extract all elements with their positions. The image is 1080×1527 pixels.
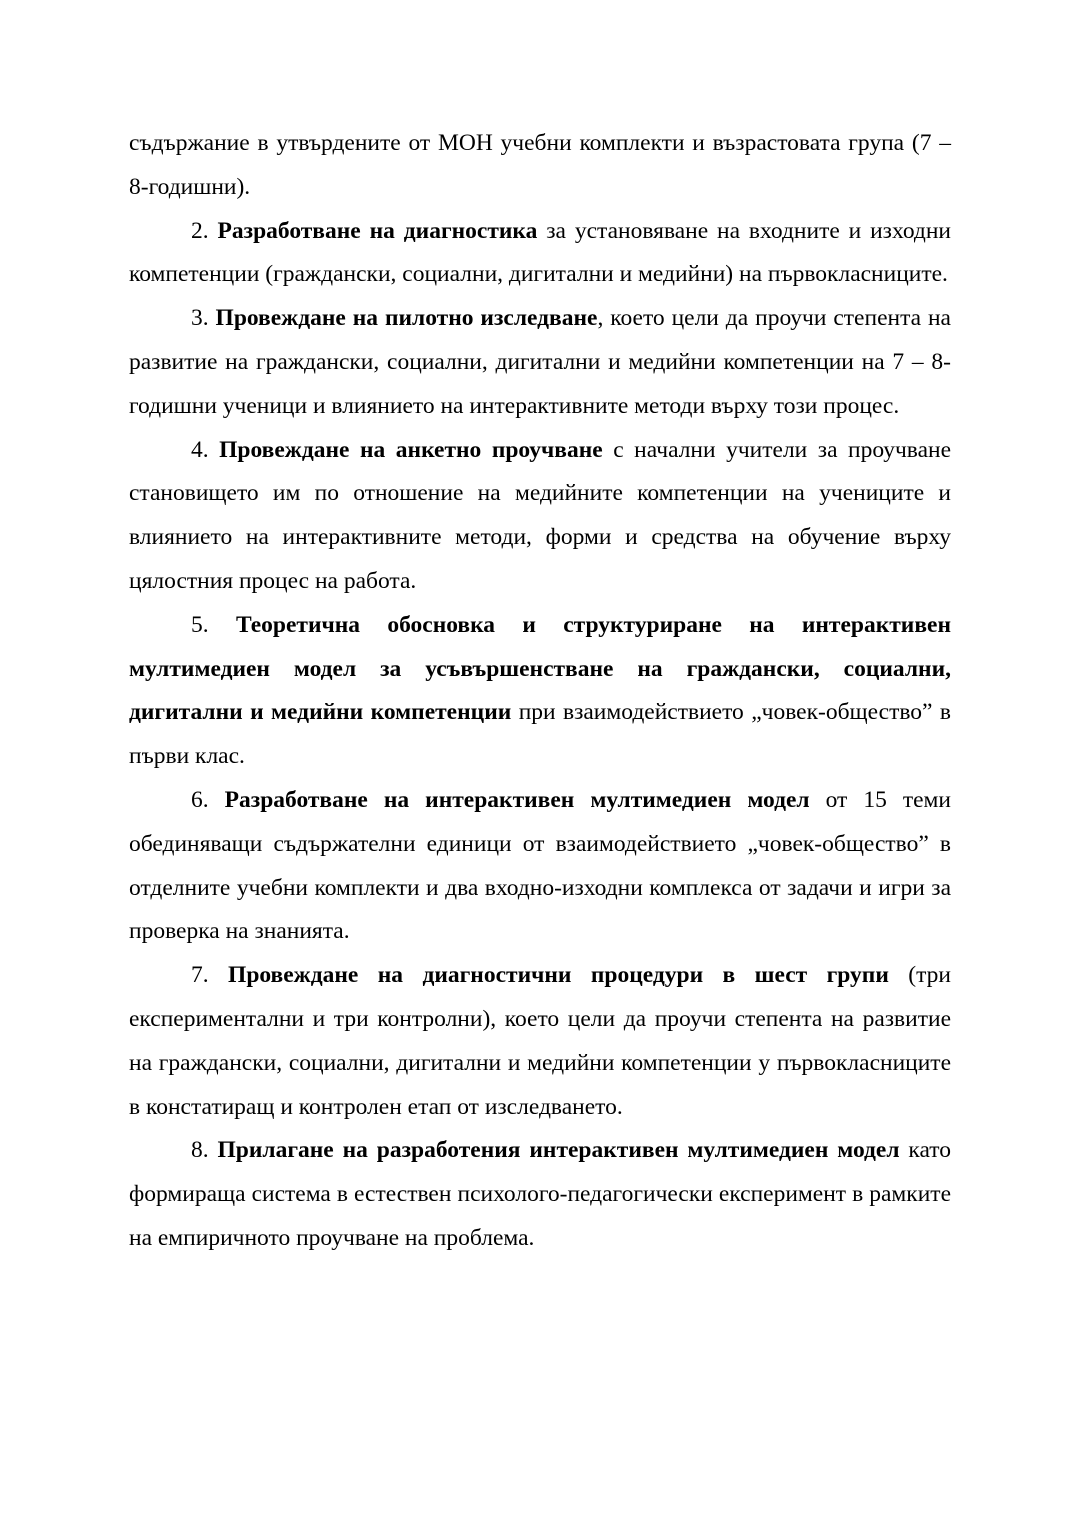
item-text: (три експериментални и три контролни), което цели да проучи степента на развитие на граждански, социални, дигитални и медийни компетенции у първокласниците в констатиращ и контролен етап от изследването. — [129, 962, 952, 1120]
item-number: 4. — [191, 436, 209, 463]
item-number: 2. — [191, 217, 209, 244]
item-text: за установяване на входните и изходни компетенции (граждански, социални, дигитални и медийни) на първокласниците. — [129, 217, 952, 288]
item-bold-title: Теоретична обосновка и структуриране на интерактивен мултимедиен модел за усъвършенстване на граждански, социални, дигитални и медийни компетенции — [129, 611, 951, 726]
item-bold-title: Разработване на интерактивен мултимедиен модел — [224, 786, 810, 813]
list-item-2 — [129, 210, 951, 298]
item-bold-title: Провеждане на диагностични процедури в шест групи — [228, 962, 889, 989]
item-number: 7. — [191, 962, 209, 989]
item-bold-title: Разработване на диагностика — [217, 217, 538, 244]
list-item-4 — [129, 429, 951, 604]
item-text: с начални учители за проучване становището им по отношение на медийните компетенции на учениците и влиянието на интерактивните методи, форми и средства на обучение върху цялостния процес на работа. — [129, 436, 951, 594]
list-item-8 — [129, 1129, 951, 1260]
item-text: при взаимодействието „човек-общество” в първи клас. — [129, 699, 951, 770]
item-text: , което цели да проучи степента на развитие на граждански, социални, дигитални и медийни компетенции на 7 – 8-годишни ученици и влиянието на интерактивните методи върху този процес. — [129, 305, 951, 419]
item-number: 3. — [191, 305, 209, 332]
item-text: като формираща система в естествен психолого-педагогически експеримент в рамките на емпиричното проучване на проблема. — [129, 1137, 952, 1251]
item-bold-title: Провеждане на пилотно изследване — [215, 305, 598, 332]
item-number: 8. — [191, 1137, 209, 1164]
item-text: от 15 теми обединяващи съдържателни единици от взаимодействието „човек-общество” в отделните учебни комплекти и два входно-изходни комплекса от задачи и игри за проверка на знанията. — [129, 786, 951, 945]
item-number: 6. — [191, 786, 209, 813]
item-bold-title: Прилагане на разработения интерактивен мултимедиен модел — [217, 1137, 900, 1164]
item-bold-title: Провеждане на анкетно проучване — [219, 436, 603, 463]
item-number: 5. — [191, 611, 209, 638]
list-item-5 — [129, 604, 951, 779]
continuation-paragraph: съдържание в утвърдените от МОН учебни комплекти и възрастовата група (7 – 8-годишни). — [129, 130, 951, 200]
list-item-3 — [129, 297, 951, 428]
list-item-7 — [129, 954, 951, 1129]
document-page — [129, 122, 951, 1261]
list-item-6 — [129, 779, 951, 954]
